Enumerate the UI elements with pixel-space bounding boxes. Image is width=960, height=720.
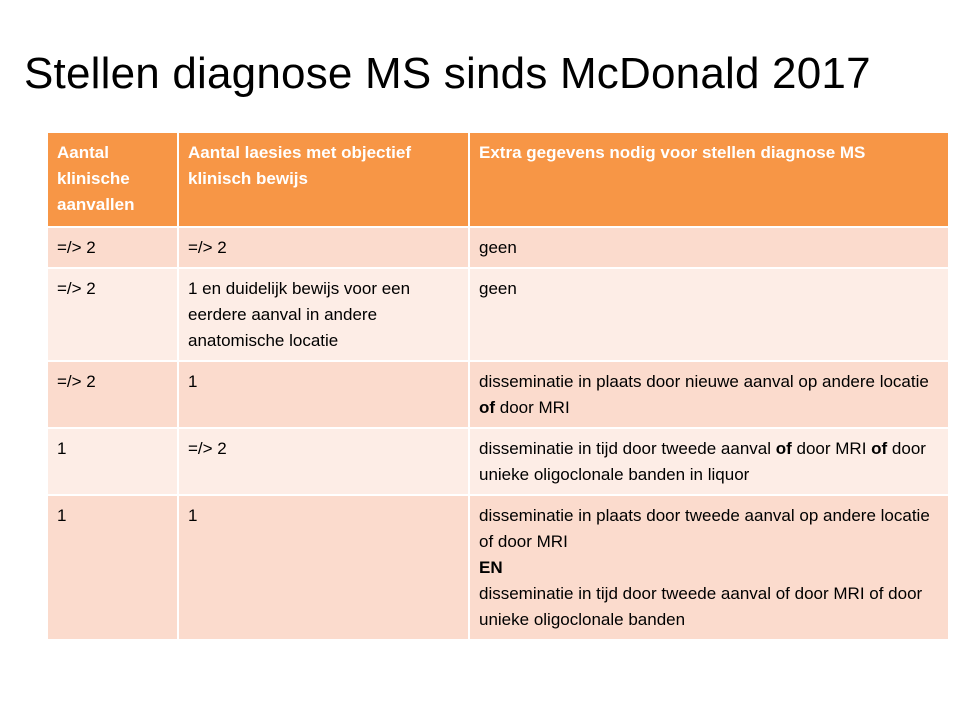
cell-attacks: =/> 2 [48,227,178,268]
table-row [48,361,948,428]
slide-title: Stellen diagnose MS sinds McDonald 2017 [24,49,871,98]
cell-lesions: 1 [178,361,469,428]
cell-extra [469,361,948,428]
cell-extra: geen [479,279,517,298]
table-row [48,428,948,495]
cell-extra [469,428,948,495]
header-lesions: Aantal laesies met objectief klinisch bewijs [178,133,469,227]
extra-text: door unieke oligoclonale banden in liquor [479,439,926,484]
table-row [48,268,948,361]
cell-lesions: 1 [178,495,469,639]
table-row [48,495,948,639]
extra-text-bold: of [479,398,496,417]
extra-text-bold: of [871,439,888,458]
extra-text: disseminatie in tijd door tweede aanval of door MRI of door unieke oligoclonale banden [479,584,923,629]
cell-attacks: =/> 2 [48,361,178,428]
extra-text: disseminatie in tijd door tweede aanval [479,439,776,458]
extra-text: door MRI [495,398,570,417]
diagnosis-criteria-table [48,133,948,639]
extra-text: disseminatie in plaats door tweede aanval op andere locatie of door MRI [479,506,930,551]
extra-text: door MRI [791,439,872,458]
header-clinical-attacks: Aantal klinische aanvallen [48,133,178,227]
cell-lesions: =/> 2 [178,428,469,495]
header-extra-data: Extra gegevens nodig voor stellen diagnose MS [479,143,866,162]
cell-extra: geen [479,238,517,257]
cell-attacks: 1 [48,495,178,639]
cell-lesions: 1 en duidelijk bewijs voor een eerdere aanval in andere anatomische locatie [178,268,469,361]
cell-extra [469,495,948,639]
cell-lesions: =/> 2 [178,227,469,268]
cell-attacks: =/> 2 [48,268,178,361]
extra-text-bold: of [775,439,792,458]
extra-text-bold: EN [479,558,503,577]
table-header-row [48,133,948,227]
cell-attacks: 1 [48,428,178,495]
extra-text: disseminatie in plaats door nieuwe aanval op andere locatie [479,372,929,391]
table-row [48,227,948,268]
